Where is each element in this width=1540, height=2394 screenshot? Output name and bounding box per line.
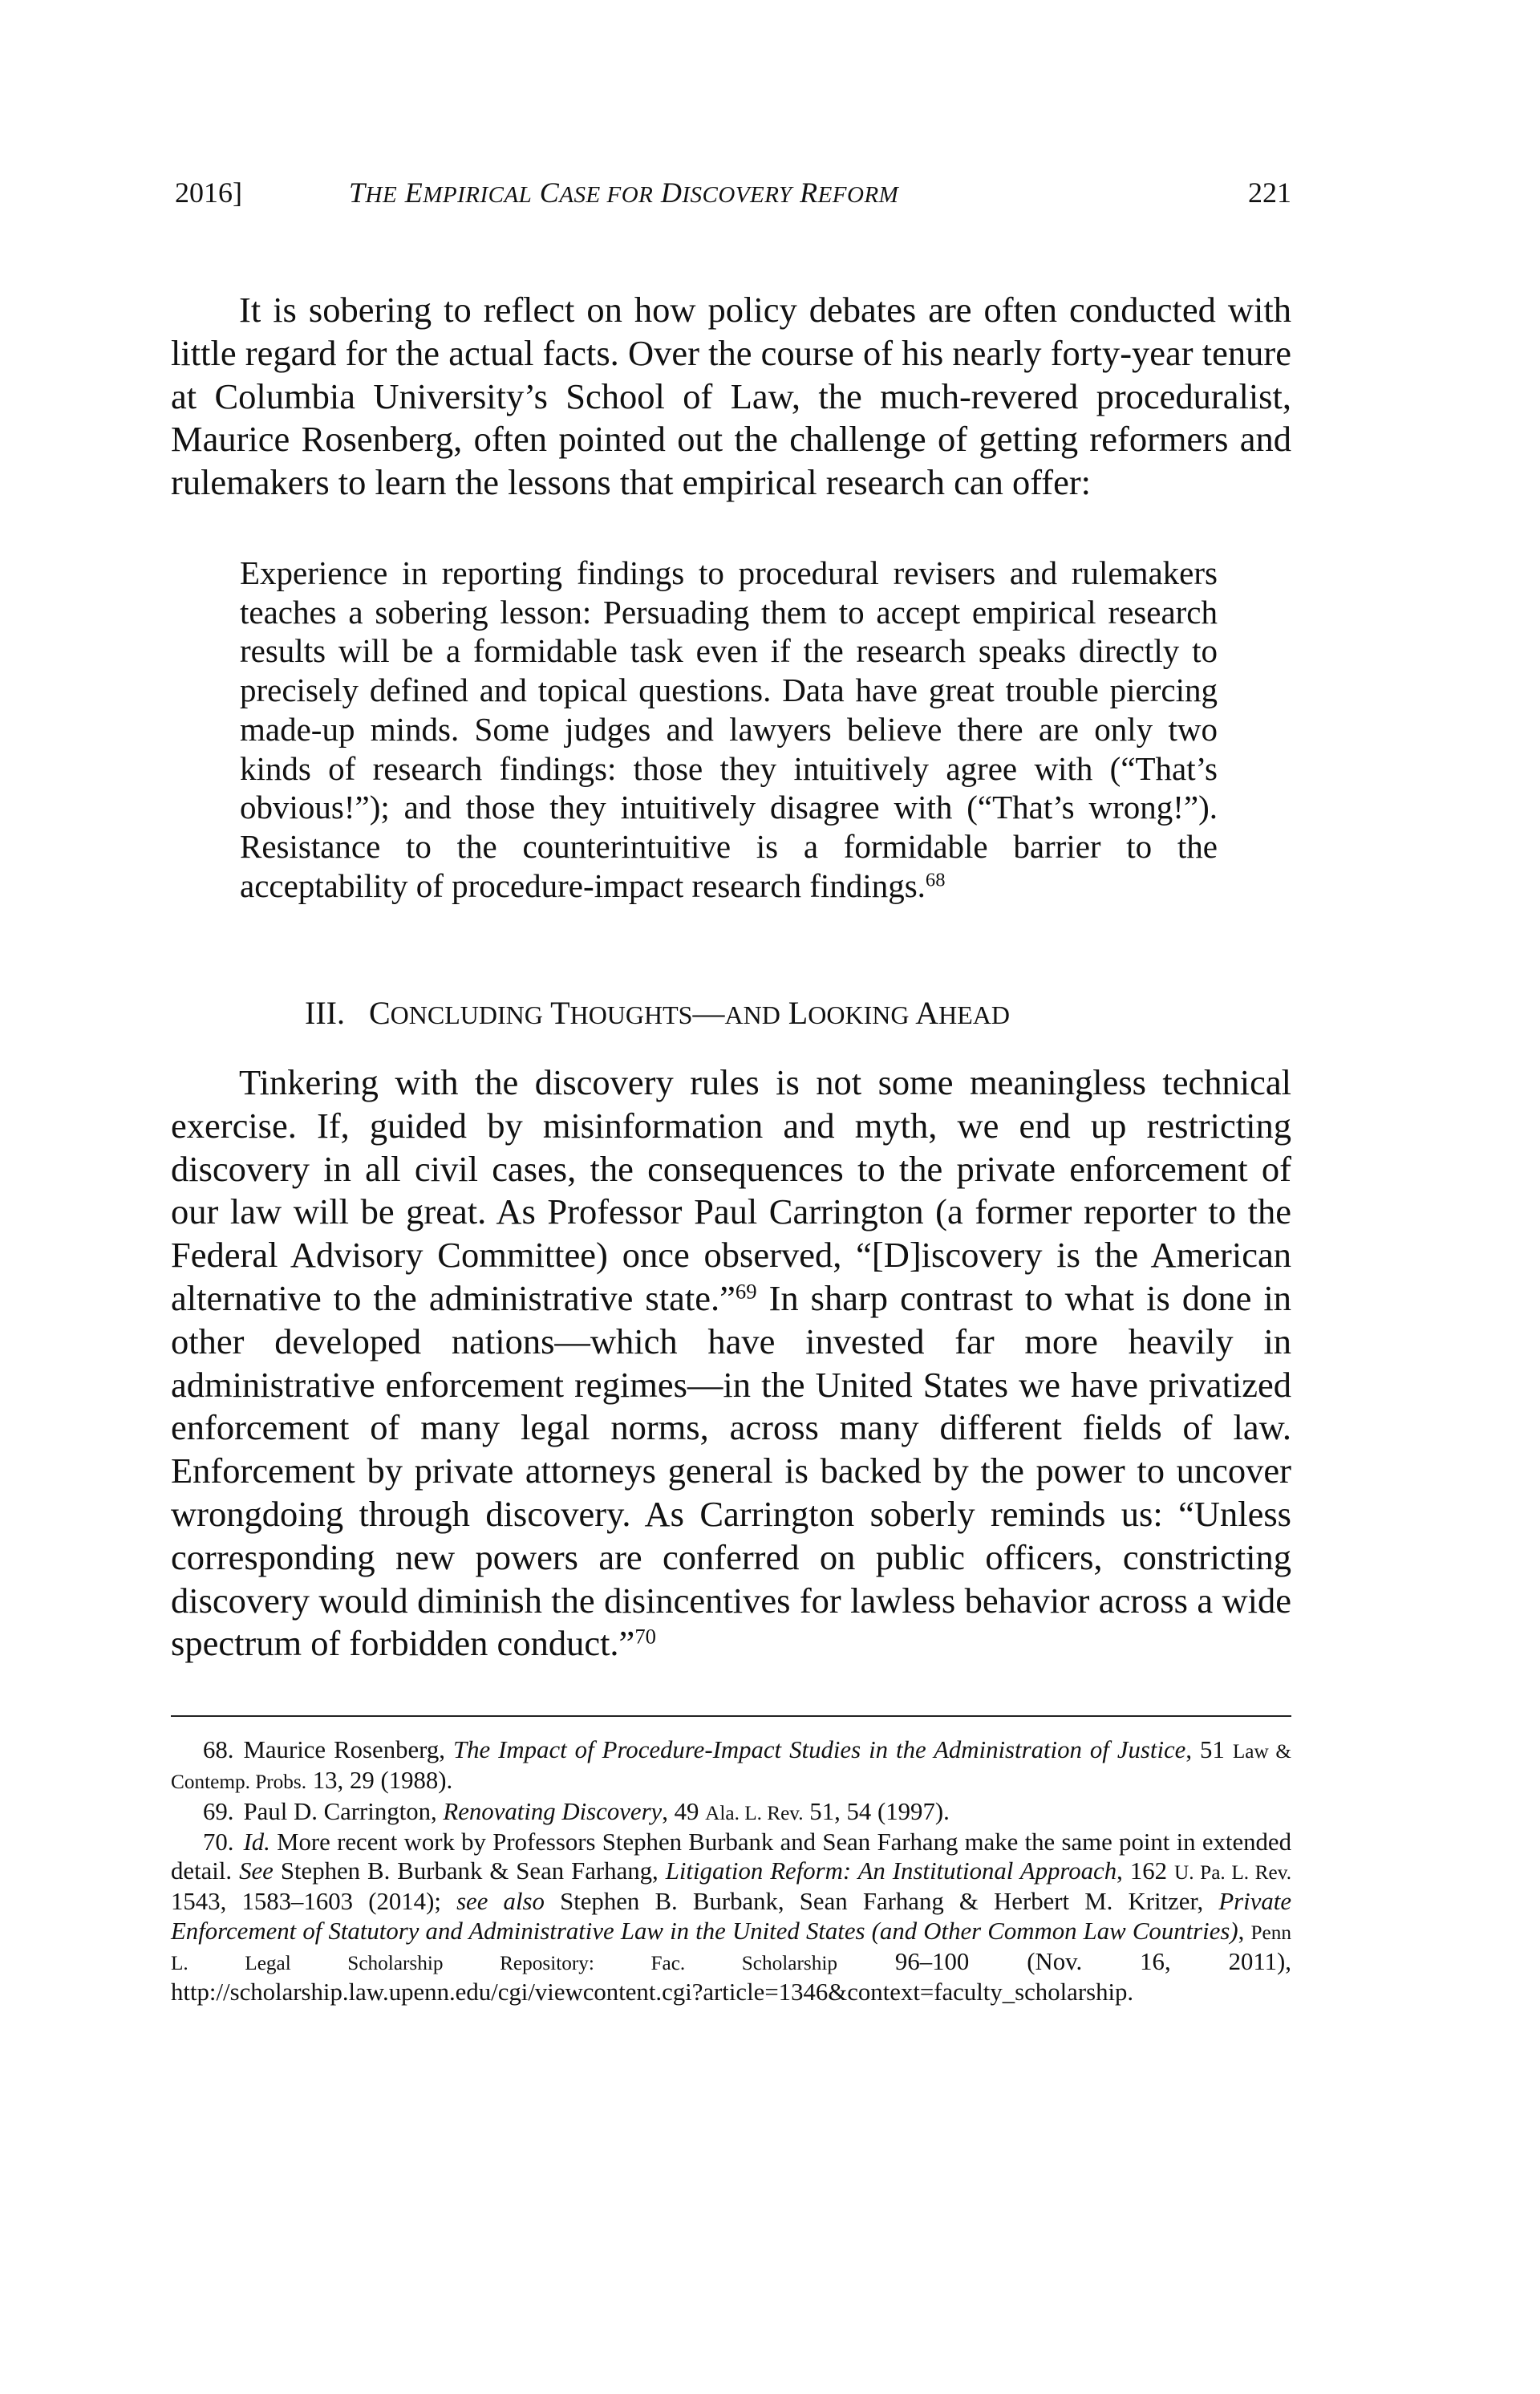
footnote-ref-69[interactable]: 69 (735, 1279, 757, 1304)
header-title: THE EMPIRICAL CASE FOR DISCOVERY REFORM (349, 177, 899, 209)
block-quote (240, 554, 1218, 905)
footnote-ref-68[interactable]: 68 (925, 869, 946, 891)
section-title: CONCLUDING THOUGHTS—AND LOOKING AHEAD (368, 995, 1010, 1031)
section-heading (305, 992, 1010, 1037)
running-header (175, 168, 1291, 217)
block-quote-text: Experience in reporting findings to procedural revisers and rulemakers teaches a sobering lesson: Persuading them to accept empirical research results will be a formidable task even if the research speaks directly to precisely defined and topical questions. Data have great trouble piercing made-up minds. Some judges and lawyers believe there are only two kinds of research findings: those they intuitively agree with (“That’s obvious!”); and those they intuitively disagree with (“That’s wrong!”). Resistance to the counterintuitive is a formidable barrier to the acceptability of procedure-impact research findings. (240, 554, 1218, 904)
page-number: 221 (1248, 177, 1291, 209)
footnote-ref-70[interactable]: 70 (634, 1624, 656, 1649)
footnote-69: 69. Paul D. Carrington, Renovating Discovery, 49 Ala. L. Rev. 51, 54 (1997). (203, 1797, 950, 1825)
header-year: 2016] (175, 177, 242, 209)
body-paragraph-2: Tinkering with the discovery rules is not some meaningless technical exercise. If, guided by misinformation and myth, we end up restricting discovery in all civil cases, the consequences to the private enforcement of our law will be great. As Professor Paul Carrington (a former reporter to the Federal Advisory Committee) once observed, “[D]iscovery is the American alternative to the administrative state.”$^{69}$ In sharp contrast to what is done in other developed nations—which have invested far more heavily in administrative enforcement regimes—in the United States we have privatized enforcement of many legal norms, across many different fields of law. Enforcement by private attorneys general is backed by the power to uncover wrongdoing through discovery. As Carrington soberly reminds us: “Unless corresponding new powers are conferred on public officers, constricting discovery would diminish the disincentives for lawless behavior across a wide spectrum of forbidden conduct.”$^{70}$ (171, 1062, 1291, 1664)
section-numeral: III. (305, 995, 345, 1031)
footnote-divider (171, 1715, 1291, 1717)
footnote-70: 70. Id. More recent work by Professors Stephen Burbank and Sean Farhang make the same point in extended detail. See Stephen B. Burbank & Sean Farhang, Litigation Reform: An Institutional Approach, 162 U. Pa. L. Rev. 1543, 1583–1603 (2014); see also Stephen B. Burbank, Sean Farhang & Herbert M. Kritzer, Private Enforcement of Statutory and Administrative Law in the United States (and Other Common Law Countries), Penn L. Legal Scholarship Repository: Fac. Scholarship 96–100 (Nov. 16, 2011), http://scholarship.law.upenn.edu/cgi/viewcontent.cgi?article=1346&context=faculty_scholarship. (171, 1828, 1292, 2006)
footnote-68: 68. Maurice Rosenberg, The Impact of Procedure-Impact Studies in the Administration of Justice, 51 Law & Contemp. Probs. 13, 29 (1988). (171, 1736, 1291, 1795)
footnotes (171, 1735, 1291, 2007)
body-paragraph-1: It is sobering to reflect on how policy debates are often conducted with little regard for the actual facts. Over the course of his nearly forty-year tenure at Columbia University’s School of Law, the much-revered proceduralist, Maurice Rosenberg, often pointed out the challenge of getting reformers and rulemakers to learn the lessons that empirical research can offer: (171, 290, 1291, 503)
